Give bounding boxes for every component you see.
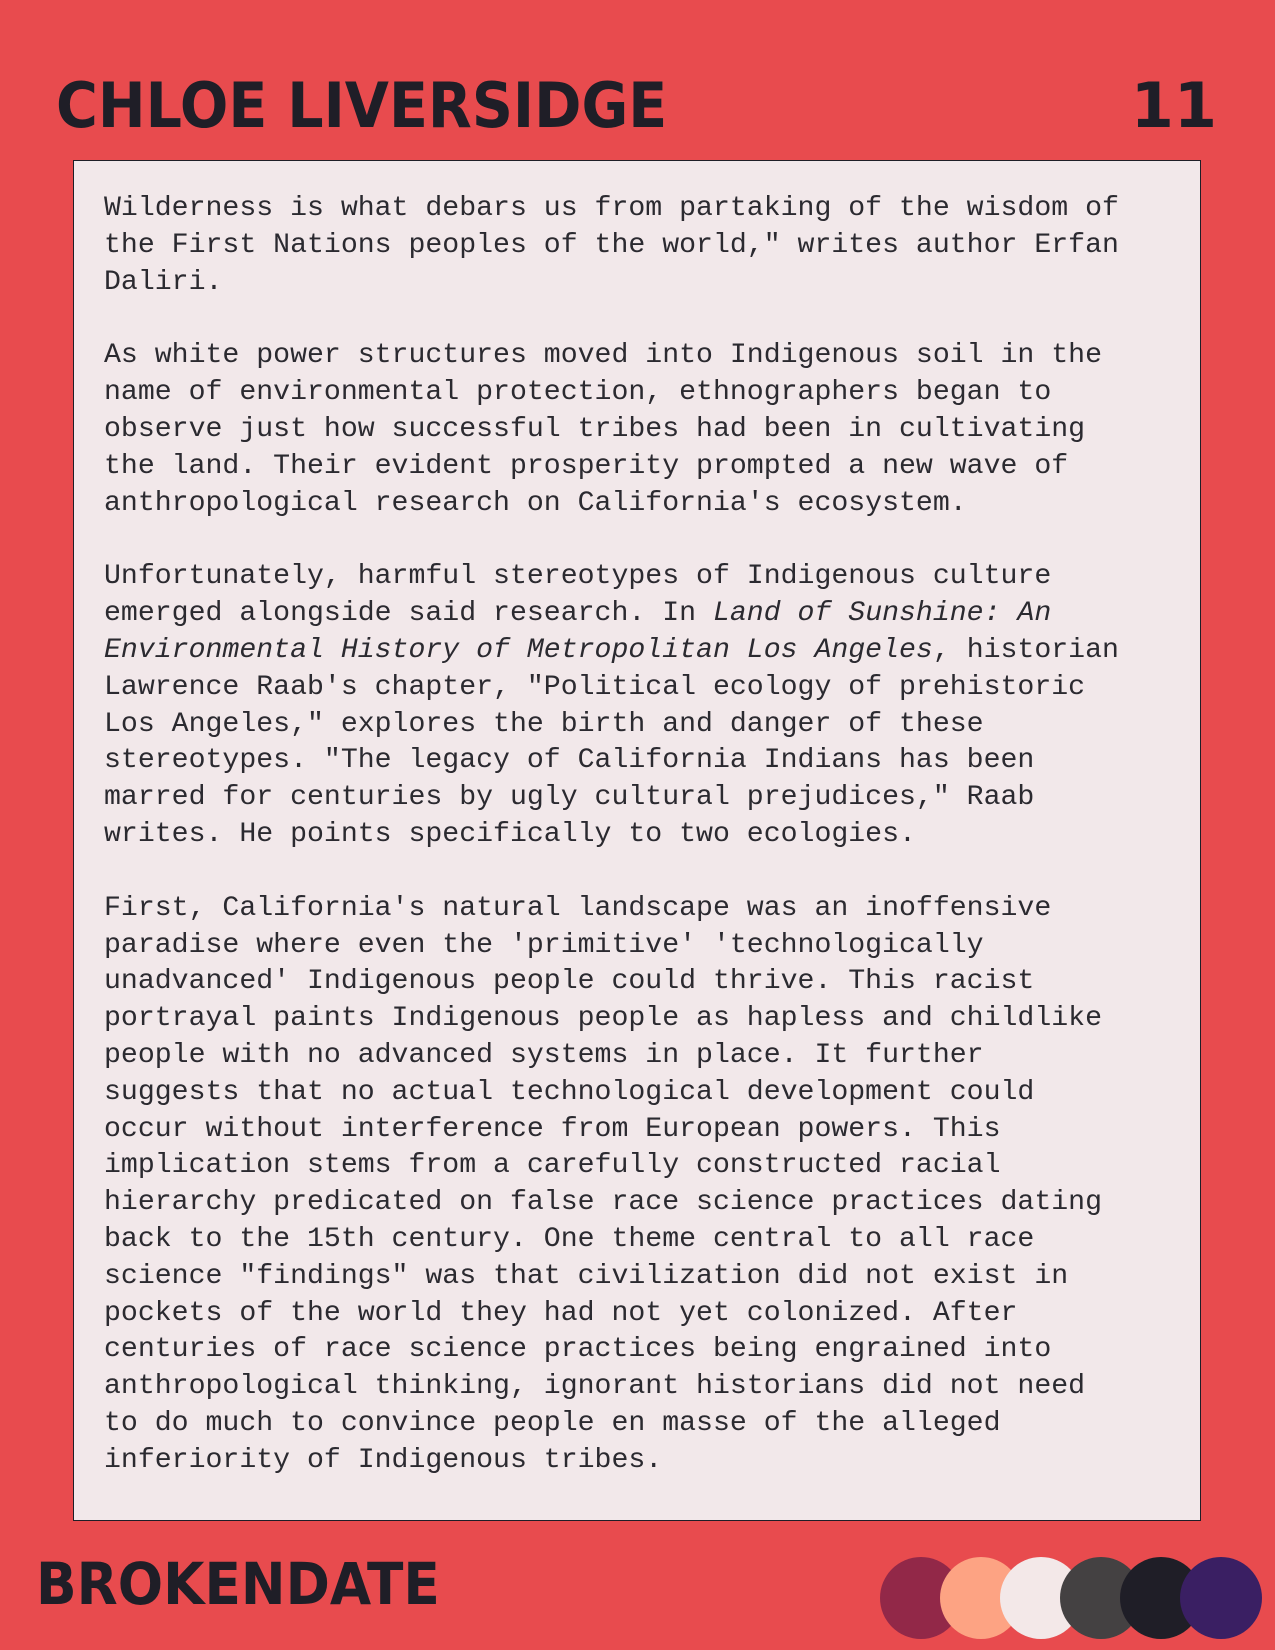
color-palette (880, 1557, 1270, 1641)
article-paragraph-1: Wilderness is what debars us from partaking of the wisdom of the First Nations peoples of the world," writes author Erfan Daliri. (104, 193, 1119, 298)
brand-logo: BROKENDATE (36, 1550, 440, 1618)
paragraph-3-intro: Unfortunately, harmful stereotypes of Indigenous culture emerged alongside said research. In (104, 561, 1052, 630)
article-paragraph-4: First, California's natural landscape was an inoffensive paradise where even the 'primitive' 'technologically unadvanced' Indigenous people could thrive. This racist portrayal paints Indigenous people as hapless and childlike people with no advanced systems in place. It further suggests that no actual technological development could occur without interference from European powers. This implication stems from a carefully constructed racial hierarchy predicated on false race science practices dating back to the 15th century. One theme central to all race science "findings" was that civilization did not exist in pockets of the world they had not yet colonized. After centuries of race science practices being engrained into anthropological thinking, ignorant historians did not need to do much to convince people en masse of the alleged inferiority of Indigenous tribes. (104, 892, 1102, 1476)
article-paragraph-2: As white power structures moved into Indigenous soil in the name of environmental protection, ethnographers began to observe just how successful tribes had been in cultivating the land. Their evident prosperity prompted a new wave of anthropological research on California's ecosystem. (104, 340, 1102, 519)
author-name: CHLOE LIVERSIDGE (56, 69, 668, 142)
page-number: 11 (1130, 69, 1217, 142)
palette-swatch-6 (1180, 1557, 1262, 1639)
article-paragraph-3 (104, 559, 1170, 853)
paragraph-3-body: , historian Lawrence Raab's chapter, "Political ecology of prehistoric Los Angeles," explores the birth and danger of these stereotypes. "The legacy of California Indians has been marred for centuries by ugly cultural prejudices," Raab writes. He points specifically to two ecologies. (104, 634, 1119, 850)
book-title: Land of Sunshine: An Environmental History of Metropolitan Los Angeles (104, 598, 1052, 666)
article-panel (73, 160, 1201, 1521)
